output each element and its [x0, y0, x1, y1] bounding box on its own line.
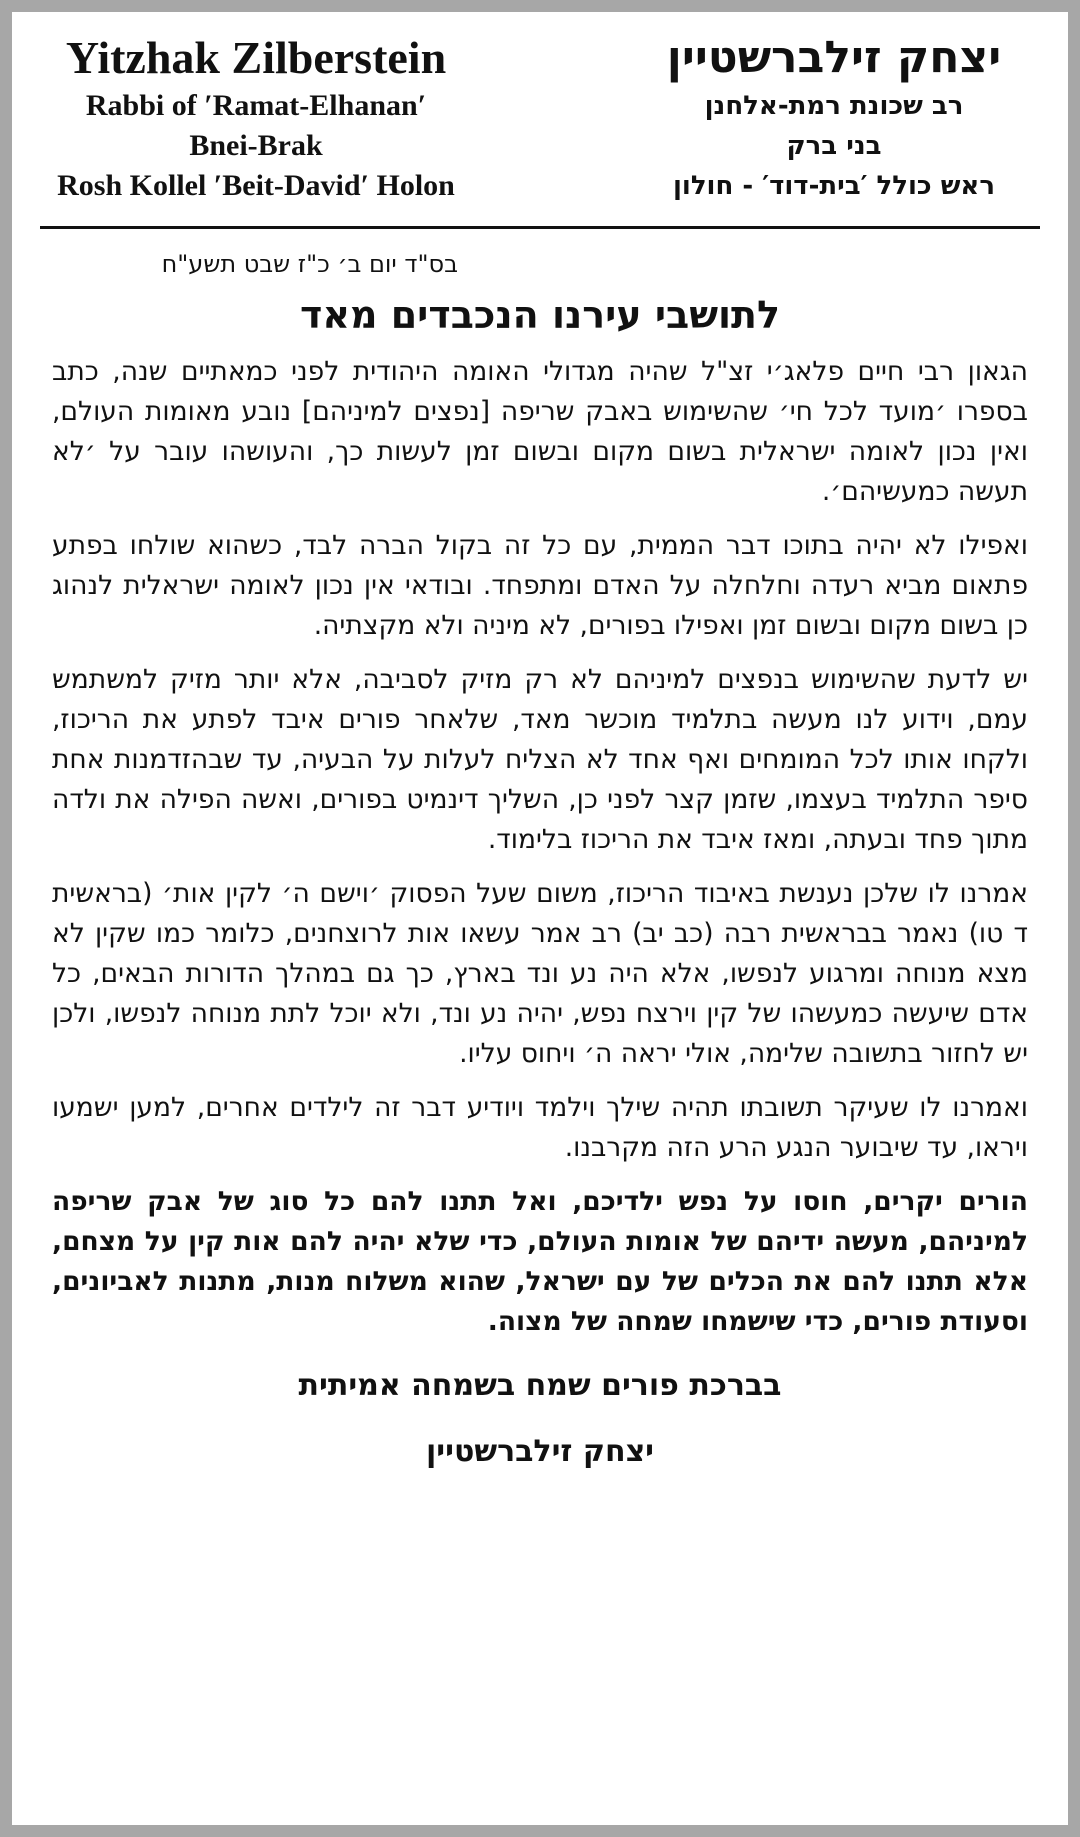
letter-page: [12, 12, 1068, 1825]
parents-appeal: הורים יקרים, חוסו על נפש ילדיכם, ואל תתנו להם כל סוג של אבק שריפה למיניהם, מעשה ידיהם של אומות העולם, כדי שלא יהיה להם אות קין על מצחם, אלא תתנו להם את הכלים של עם ישראל, שהוא משלוח מנות, מתנות לאביונים, וסעודת פורים, כדי שישמחו שמחה של מצוה.: [52, 1186, 1028, 1337]
header-divider: [40, 226, 1040, 229]
paragraph: יש לדעת שהשימוש בנפצים למיניהם לא רק מזיק לסביבה, אלא יותר מזיק למשתמש עמם, וידוע לנו מעשה בתלמיד מוכשר מאד, שלאחר פורים איבד לפתע את הריכוז, ולקחו אותו לכל המומחים ואף אחד לא הצליח לעלות על הבעיה, עד שבהזדמנות אחת סיפר התלמיד בעצמו, שזמן קצר לפני כן, השליך דינמיט בפורים, ואשה הפילה את ולדה מתוך פחד ובעתה, ומאז איבד את הריכוז בלימוד.: [52, 664, 1028, 855]
letterhead: [12, 12, 1068, 232]
paragraph: ואמרנו לו שעיקר תשובתו תהיה שילך וילמד ויודיע דבר זה לילדים אחרים, למען ישמעו ויראו, עד שיבוער הנגע הרע הזה מקרבנו.: [52, 1092, 1028, 1163]
letter-body: [52, 244, 1028, 1474]
hebrew-title-line: רב שכונת רמת-אלחנן: [704, 91, 964, 121]
paragraph: אמרנו לו שלכן נענשת באיבוד הריכוז, משום שעל הפסוק ׳וישם ה׳ לקין אות׳ (בראשית ד טו) נאמר בבראשית רבה (כב יב) רב אמר עשאו אות לרוצחנים, כלומר כמו שקין לא מצא מנוחה ומרגוע לנפשו, אלא היה נע ונד בארץ, כך גם במהלך הדורות הבאים, כל אדם שיעשה כמעשהו של קין וירצח נפש, יהיה נע ונד, ולא יוכל לתת מנוחה לנפשו, ולכן יש לחזור בתשובה שלימה, אולי יראה ה׳ ויחוס עליו.: [52, 878, 1028, 1069]
hebrew-letterhead: [614, 30, 1054, 206]
hebrew-name: יצחק זילברשטיין: [666, 32, 1002, 83]
english-kollel-line: Rosh Kollel ′Beit-David′ Holon: [57, 169, 455, 202]
letter-date: בס"ד יום ב׳ כ"ז שבט תשע"ח: [161, 250, 458, 278]
closing-blessing: בברכת פורים שמח בשמחה אמיתית: [298, 1368, 782, 1403]
english-city-line: Bnei-Brak: [189, 129, 323, 162]
english-name: Yitzhak Zilberstein: [65, 32, 447, 83]
signature-name: יצחק זילברשטיין: [425, 1434, 654, 1469]
letter-title: לתושבי עירנו הנכבדים מאד: [299, 293, 780, 337]
paragraph: ואפילו לא יהיה בתוכו דבר הממית, עם כל זה בקול הברה לבד, כשהוא שולחו בפתע פתאום מביא רעדה וחלחלה על האדם ומתפחד. ובודאי אין נכון לאומה ישראלית לנהוג כן בשום מקום ובשום זמן ואפילו בפורים, לא מיניה ולא מקצתיה.: [52, 530, 1028, 641]
hebrew-city-line: בני ברק: [786, 131, 882, 161]
hebrew-kollel-line: ראש כולל ′בית-דוד′ - חולון: [672, 171, 996, 201]
english-title-line: Rabbi of ′Ramat-Elhanan′: [85, 89, 427, 122]
english-letterhead: [26, 30, 486, 206]
paragraph: הגאון רבי חיים פלאג׳י זצ"ל שהיה מגדולי האומה היהודית לפני כמאתיים שנה, כתב בספרו ׳מועד לכל חי׳ שהשימוש באבק שריפה [נפצים למיניהם] נובע מאומות העולם, ואין נכון לאומה ישראלית בשום מקום ובשום זמן לעשות כך, והעושהו עובר על ׳לא תעשה כמעשיהם׳.: [52, 356, 1028, 507]
